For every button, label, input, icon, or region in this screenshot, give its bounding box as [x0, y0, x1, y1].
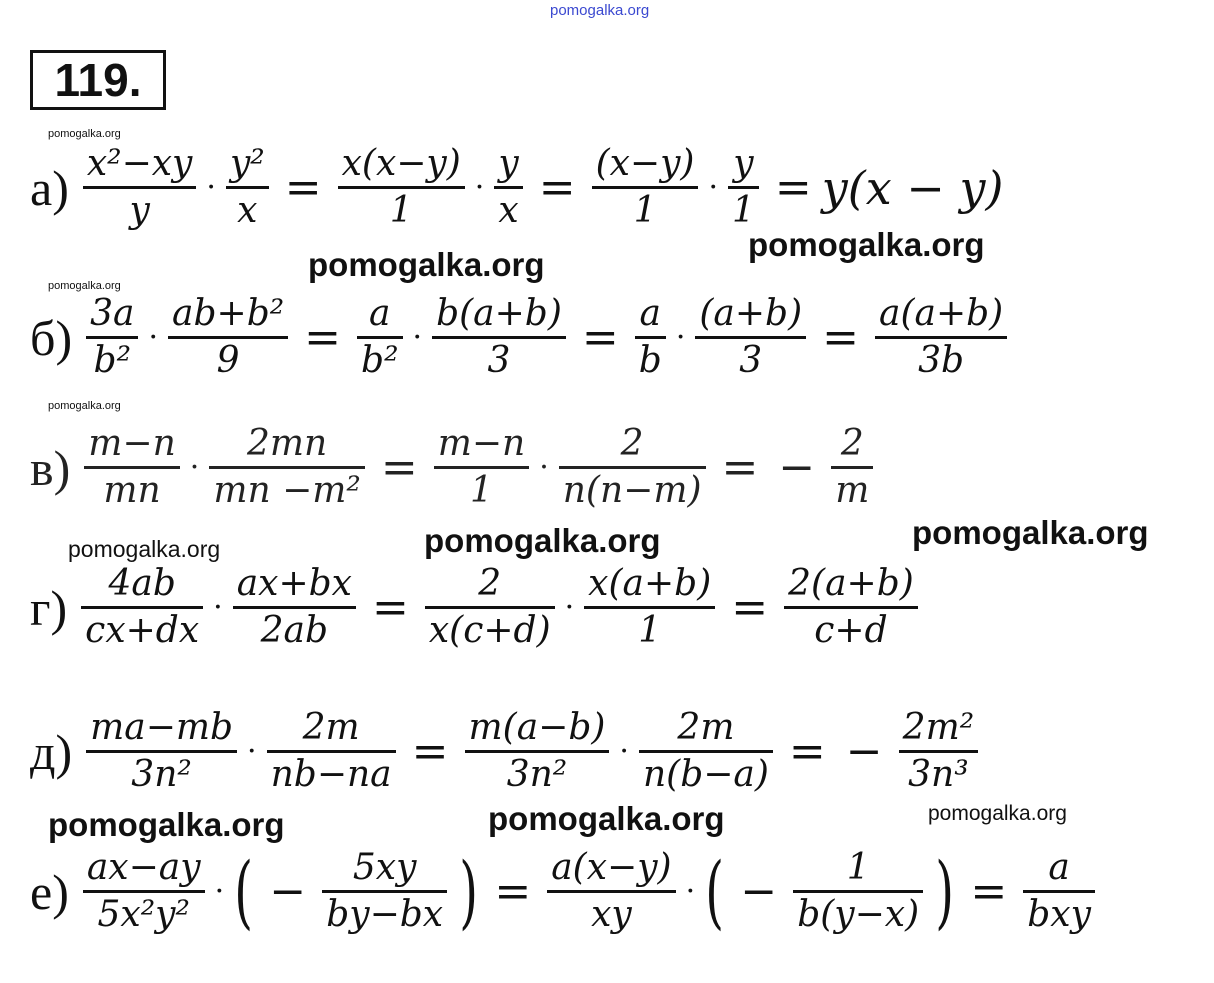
denominator: b²	[361, 340, 399, 381]
right-parenthesis: )	[459, 844, 479, 938]
denominator: 9	[216, 340, 240, 381]
row-d	[30, 706, 984, 797]
numerator: a	[1048, 847, 1070, 888]
times-sign: ·	[539, 450, 549, 485]
numerator: y	[498, 143, 519, 184]
fraction	[168, 292, 288, 383]
times-sign: ·	[412, 320, 423, 355]
fraction	[831, 422, 873, 513]
watermark-large: pomogalka.org	[748, 226, 985, 263]
numerator: 2	[840, 423, 864, 464]
times-sign: ·	[564, 590, 575, 625]
row-label: б)	[30, 309, 73, 366]
numerator: 1	[846, 847, 870, 888]
equals-sign: =	[371, 582, 409, 633]
fraction	[592, 142, 699, 233]
times-sign: ·	[247, 734, 257, 769]
row-label: а)	[30, 159, 69, 216]
numerator: ab+b²	[172, 293, 285, 334]
fraction	[635, 292, 666, 383]
watermark-small: pomogalka.org	[48, 400, 121, 412]
denominator: 3	[487, 340, 511, 381]
equals-sign: =	[970, 866, 1008, 917]
denominator: 3n³	[908, 754, 969, 795]
numerator: x²−xy	[86, 143, 193, 184]
numerator: 2	[478, 563, 502, 604]
numerator: y	[733, 143, 754, 184]
denominator: xy	[591, 894, 632, 935]
denominator: 5x²y²	[97, 894, 190, 935]
equals-sign: =	[538, 162, 576, 213]
row-label: в)	[30, 439, 71, 496]
row-v	[30, 422, 879, 513]
denominator: 1	[633, 190, 657, 231]
numerator: y²	[229, 143, 265, 184]
denominator: 3b	[918, 340, 965, 381]
equals-sign: =	[304, 312, 342, 363]
watermark-medium: pomogalka.org	[928, 802, 1067, 825]
fraction	[728, 142, 759, 233]
denominator: n(n−m)	[562, 470, 702, 511]
denominator: mn	[103, 470, 161, 511]
fraction	[494, 142, 522, 233]
left-parenthesis: (	[705, 844, 725, 938]
row-label: г)	[30, 579, 68, 636]
fraction	[233, 562, 356, 653]
fraction	[226, 142, 269, 233]
problem-number: 119.	[30, 50, 166, 110]
fraction	[875, 292, 1007, 383]
equals-sign: =	[774, 162, 812, 213]
numerator: a(a+b)	[879, 293, 1004, 334]
minus-sign: −	[845, 726, 883, 777]
times-sign: ·	[206, 170, 216, 205]
numerator: (a+b)	[699, 293, 803, 334]
numerator: a	[639, 293, 662, 334]
fraction	[357, 292, 402, 383]
denominator: 1	[732, 190, 755, 231]
denominator: b²	[93, 340, 132, 381]
watermark-medium: pomogalka.org	[68, 536, 221, 562]
minus-sign: −	[778, 442, 816, 493]
watermark-top[interactable]: pomogalka.org	[550, 2, 650, 19]
fraction	[784, 562, 918, 653]
denominator: 1	[389, 190, 413, 231]
times-sign: ·	[189, 450, 200, 485]
times-sign: ·	[675, 320, 686, 355]
denominator: 1	[469, 470, 493, 511]
times-sign: ·	[214, 874, 225, 909]
numerator: 2	[620, 423, 644, 464]
times-sign: ·	[708, 170, 719, 205]
fraction	[465, 706, 610, 797]
equals-sign: =	[380, 442, 418, 493]
denominator: 3n²	[506, 754, 568, 795]
denominator: cx+dx	[85, 610, 200, 651]
denominator: nb−na	[270, 754, 392, 795]
denominator: b(y−x)	[797, 894, 920, 935]
fraction	[899, 706, 978, 797]
numerator: b(a+b)	[436, 293, 562, 334]
row-label: д)	[30, 723, 73, 780]
row-label: е)	[30, 863, 69, 920]
fraction	[434, 422, 530, 513]
denominator: c+d	[814, 610, 888, 651]
denominator: mn −m²	[213, 470, 361, 511]
denominator: by−bx	[326, 894, 444, 935]
numerator: 4ab	[108, 563, 176, 604]
numerator: 2m²	[902, 707, 975, 748]
fraction	[83, 142, 197, 233]
denominator: x	[237, 190, 258, 231]
denominator: x	[498, 190, 519, 231]
numerator: 2m	[302, 707, 360, 748]
fraction	[1023, 846, 1095, 937]
numerator: x(a+b)	[588, 563, 712, 604]
numerator: a	[369, 293, 391, 334]
equals-sign: =	[788, 726, 826, 777]
watermark-large: pomogalka.org	[48, 806, 285, 843]
equals-sign: =	[721, 442, 759, 493]
watermark-large: pomogalka.org	[424, 522, 661, 559]
watermark-large: pomogalka.org	[912, 514, 1149, 551]
numerator: ax+bx	[236, 563, 352, 604]
fraction	[83, 846, 205, 937]
numerator: 5xy	[352, 847, 417, 888]
minus-sign: −	[269, 866, 307, 917]
fraction	[86, 706, 237, 797]
numerator: m(a−b)	[468, 707, 606, 748]
numerator: a(x−y)	[551, 847, 672, 888]
equals-sign: =	[731, 582, 769, 633]
numerator: 2mn	[246, 423, 328, 464]
fraction	[86, 292, 138, 383]
times-sign: ·	[474, 170, 485, 205]
numerator: (x−y)	[595, 143, 695, 184]
fraction	[793, 846, 923, 937]
denominator: 2ab	[260, 610, 329, 651]
numerator: x(x−y)	[341, 143, 461, 184]
watermark-large: pomogalka.org	[308, 246, 545, 283]
fraction	[425, 562, 555, 653]
equals-sign: =	[494, 866, 532, 917]
equals-sign: =	[581, 312, 619, 363]
fraction	[81, 562, 203, 653]
row-b	[30, 292, 1013, 383]
numerator: m−n	[88, 423, 176, 464]
fraction	[322, 846, 447, 937]
fraction	[338, 142, 465, 233]
times-sign: ·	[148, 320, 159, 355]
denominator: 3n²	[131, 754, 192, 795]
times-sign: ·	[213, 590, 223, 625]
equals-sign: =	[822, 312, 859, 363]
equals-sign: =	[411, 726, 449, 777]
denominator: y	[129, 190, 150, 231]
fraction	[584, 562, 715, 653]
denominator: m	[835, 470, 870, 511]
denominator: 3	[739, 340, 763, 381]
fraction	[267, 706, 396, 797]
numerator: 2m	[677, 707, 735, 748]
numerator: 2(a+b)	[788, 563, 914, 604]
row-e	[30, 846, 1101, 937]
fraction	[547, 846, 675, 937]
numerator: 3a	[90, 293, 135, 334]
fraction	[209, 422, 365, 513]
numerator: m−n	[437, 423, 526, 464]
result-expression: y(x − y)	[821, 160, 1004, 215]
fraction	[432, 292, 566, 383]
times-sign: ·	[685, 874, 696, 909]
minus-sign: −	[740, 866, 778, 917]
watermark-small: pomogalka.org	[48, 280, 121, 292]
watermark-large: pomogalka.org	[488, 800, 725, 837]
denominator: 1	[638, 610, 662, 651]
fraction	[559, 422, 706, 513]
left-parenthesis: (	[234, 844, 254, 938]
denominator: x(c+d)	[428, 610, 551, 651]
row-g	[30, 562, 924, 653]
times-sign: ·	[619, 734, 629, 769]
numerator: ax−ay	[86, 847, 201, 888]
numerator: ma−mb	[90, 707, 234, 748]
right-parenthesis: )	[935, 844, 955, 938]
watermark-small: pomogalka.org	[48, 128, 121, 140]
row-a	[30, 142, 1003, 233]
fraction	[639, 706, 773, 797]
fraction	[84, 422, 180, 513]
denominator: bxy	[1027, 894, 1091, 935]
equals-sign: =	[284, 162, 322, 213]
fraction	[695, 292, 806, 383]
denominator: b	[638, 340, 662, 381]
denominator: n(b−a)	[642, 754, 769, 795]
